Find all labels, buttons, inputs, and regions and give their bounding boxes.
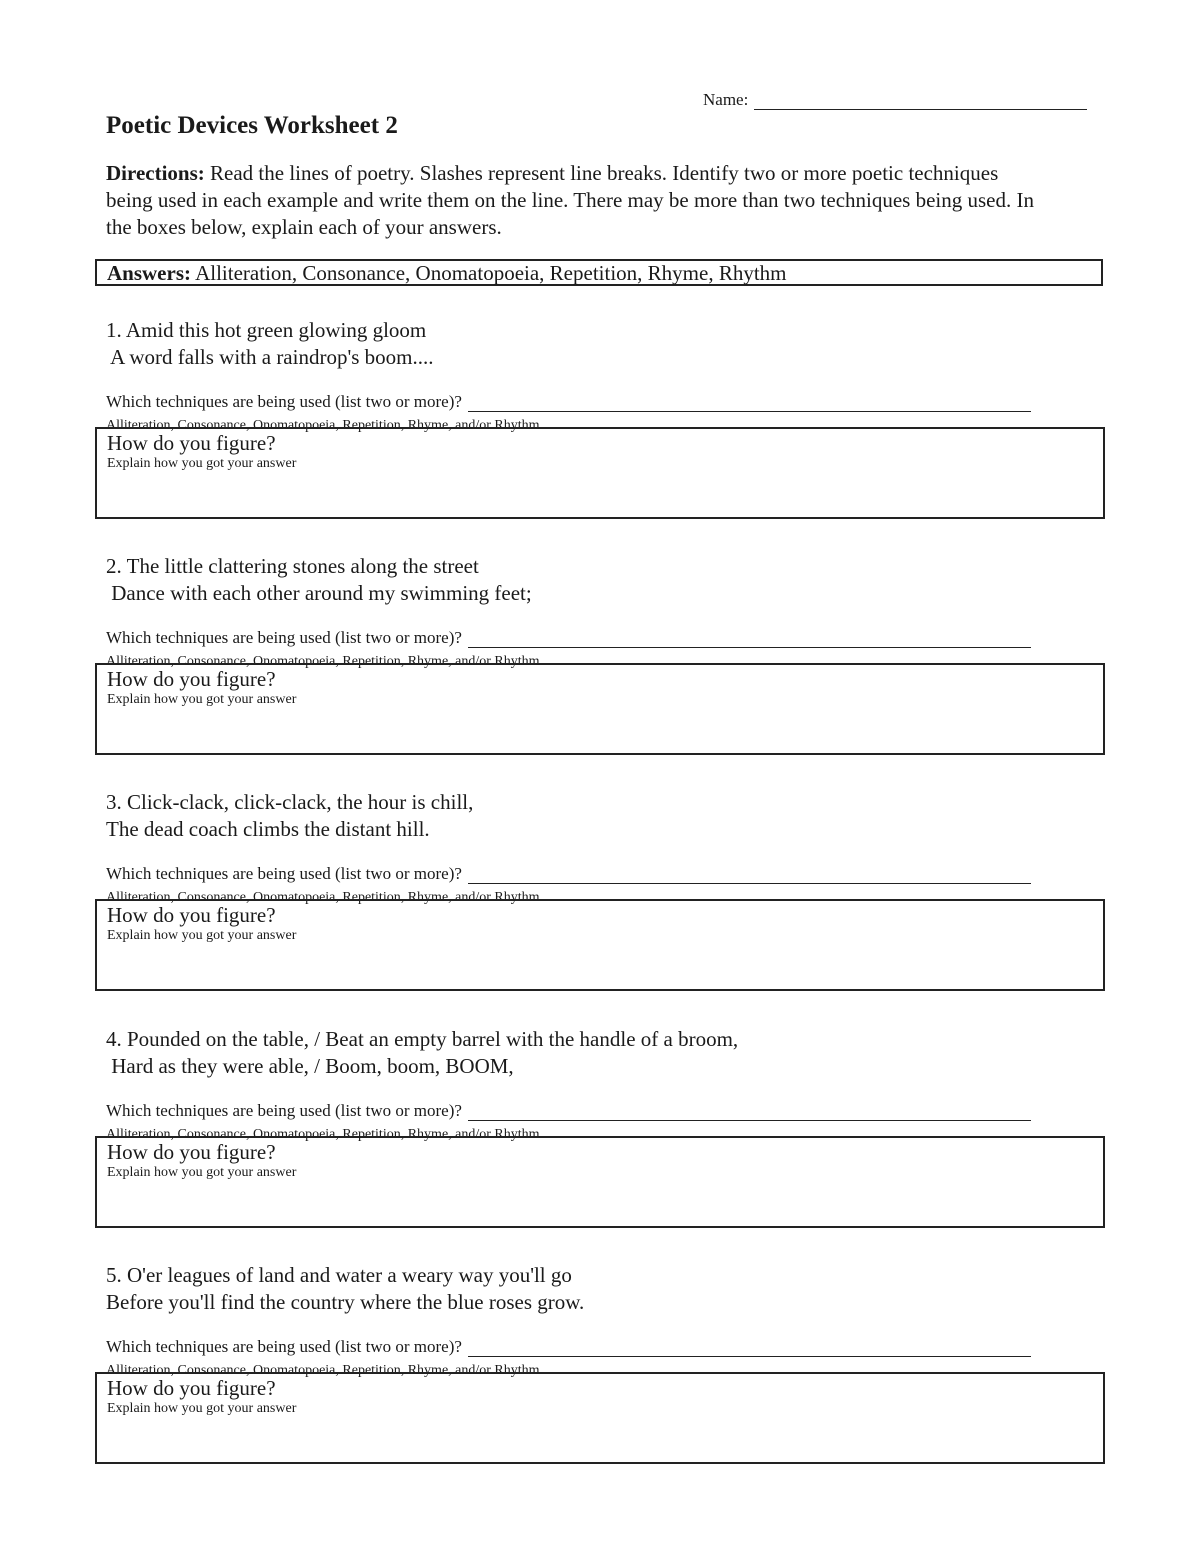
poem-line-2: Dance with each other around my swimming feet;	[106, 581, 532, 605]
answers-box	[95, 259, 1103, 286]
poem-line-1: 1. Amid this hot green glowing gloom	[106, 318, 427, 342]
explanation-subtitle: Explain how you got your answer	[107, 692, 297, 707]
technique-answer-line[interactable]	[468, 1338, 1031, 1357]
poem-line-1: 4. Pounded on the table, / Beat an empty barrel with the handle of a broom,	[106, 1027, 739, 1051]
poem-line-2: The dead coach climbs the distant hill.	[106, 817, 430, 841]
question-5	[0, 1263, 1200, 1499]
poem-line-2: Hard as they were able, / Boom, boom, BOOM,	[106, 1054, 514, 1078]
explanation-box[interactable]	[95, 1372, 1105, 1464]
prompt-text: Which techniques are being used (list two or more)?	[106, 1101, 462, 1120]
explanation-title: How do you figure?	[107, 1376, 276, 1400]
explanation-title: How do you figure?	[107, 431, 276, 455]
question-4	[0, 1027, 1200, 1263]
explanation-box[interactable]	[95, 1136, 1105, 1228]
prompt-text: Which techniques are being used (list two or more)?	[106, 628, 462, 647]
explanation-title: How do you figure?	[107, 1140, 276, 1164]
explanation-title: How do you figure?	[107, 667, 276, 691]
technique-prompt	[106, 1337, 1031, 1357]
name-field[interactable]	[754, 91, 1087, 110]
worksheet-title: Poetic Devices Worksheet 2	[106, 112, 398, 139]
question-1	[0, 318, 1200, 554]
poem-line-2: A word falls with a raindrop's boom....	[106, 345, 434, 369]
technique-prompt	[106, 392, 1031, 412]
explanation-box[interactable]	[95, 899, 1105, 991]
explanation-title: How do you figure?	[107, 903, 276, 927]
name-row	[703, 90, 1087, 110]
technique-hint: Alliteration, Consonance, Onomatopoeia, Repetition, Rhyme, and/or Rhythm	[106, 1363, 540, 1378]
technique-prompt	[106, 864, 1031, 884]
question-3	[0, 790, 1200, 1026]
explanation-subtitle: Explain how you got your answer	[107, 456, 297, 471]
explanation-box[interactable]	[95, 663, 1105, 755]
technique-prompt	[106, 1101, 1031, 1121]
poem-line-1: 2. The little clattering stones along the street	[106, 554, 479, 578]
explanation-subtitle: Explain how you got your answer	[107, 1401, 297, 1416]
question-2	[0, 554, 1200, 790]
prompt-text: Which techniques are being used (list two or more)?	[106, 392, 462, 411]
technique-hint: Alliteration, Consonance, Onomatopoeia, Repetition, Rhyme, and/or Rhythm	[106, 654, 540, 669]
directions	[106, 160, 1046, 241]
answers-label: Answers:	[107, 261, 191, 285]
technique-prompt	[106, 628, 1031, 648]
poem-line-2: Before you'll find the country where the blue roses grow.	[106, 1290, 585, 1314]
answers-list: Alliteration, Consonance, Onomatopoeia, Repetition, Rhyme, Rhythm	[191, 261, 787, 285]
name-label: Name:	[703, 90, 749, 109]
technique-answer-line[interactable]	[468, 865, 1031, 884]
prompt-text: Which techniques are being used (list two or more)?	[106, 1337, 462, 1356]
directions-label: Directions:	[106, 161, 205, 185]
prompt-text: Which techniques are being used (list two or more)?	[106, 864, 462, 883]
technique-answer-line[interactable]	[468, 1102, 1031, 1121]
poem-line-1: 5. O'er leagues of land and water a weary way you'll go	[106, 1263, 572, 1287]
technique-hint: Alliteration, Consonance, Onomatopoeia, Repetition, Rhyme, and/or Rhythm	[106, 1127, 540, 1142]
explanation-subtitle: Explain how you got your answer	[107, 1165, 297, 1180]
explanation-subtitle: Explain how you got your answer	[107, 928, 297, 943]
technique-hint: Alliteration, Consonance, Onomatopoeia, Repetition, Rhyme, and/or Rhythm	[106, 418, 540, 433]
directions-text: Read the lines of poetry. Slashes represent line breaks. Identify two or more poetic techniques being used in each example and write them on the line. There may be more than two techniques being used. In the boxes below, explain each of your answers.	[106, 161, 1034, 239]
poem-line-1: 3. Click-clack, click-clack, the hour is chill,	[106, 790, 474, 814]
technique-answer-line[interactable]	[468, 629, 1031, 648]
explanation-box[interactable]	[95, 427, 1105, 519]
technique-hint: Alliteration, Consonance, Onomatopoeia, Repetition, Rhyme, and/or Rhythm	[106, 890, 540, 905]
technique-answer-line[interactable]	[468, 393, 1031, 412]
